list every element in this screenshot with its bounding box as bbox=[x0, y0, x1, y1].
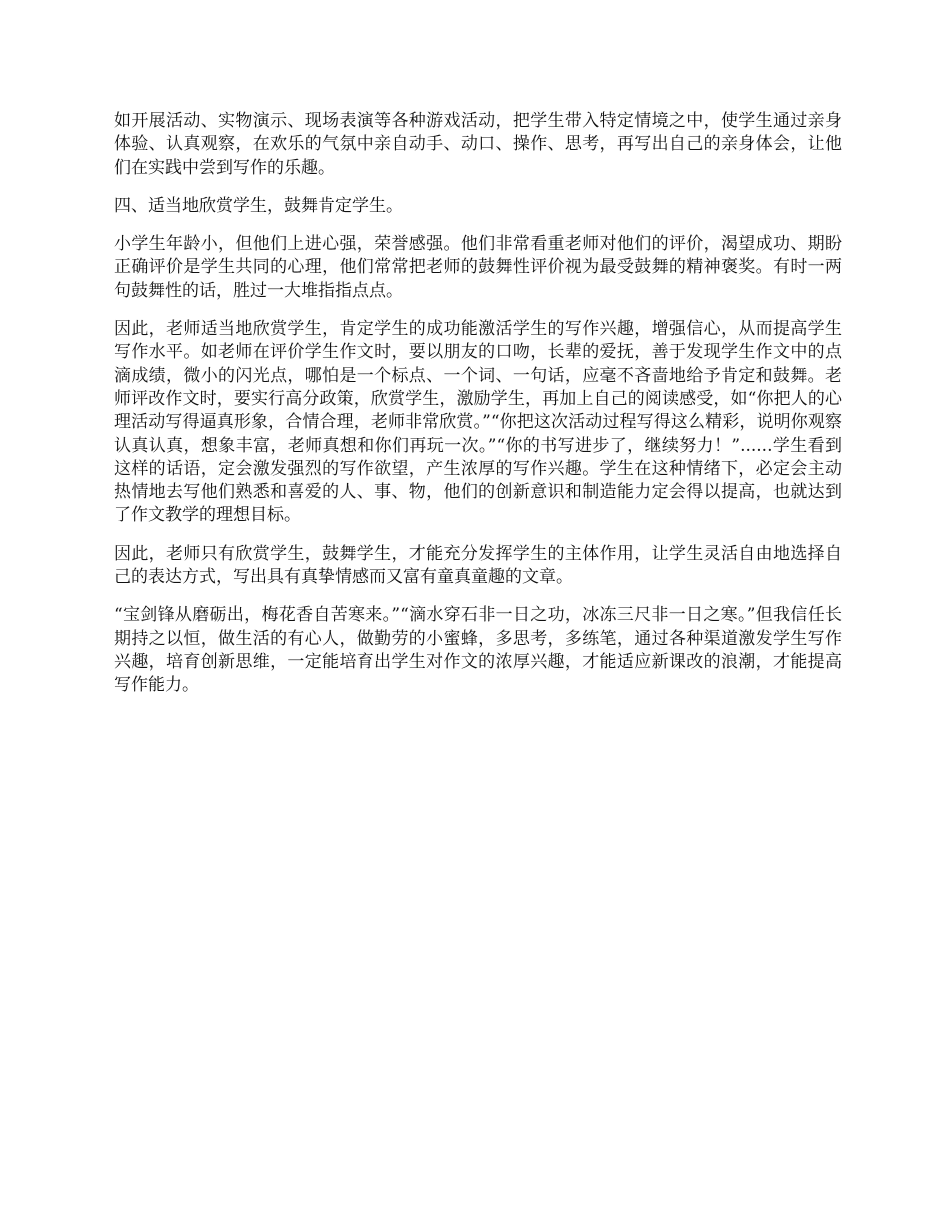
paragraph-closing-quote: “宝剑锋从磨砺出，梅花香自苦寒来。”“滴水穿石非一日之功，冰冻三尺非一日之寒。”但我信任长期持之以恒，做生活的有心人，做勤劳的小蜜蜂，多思考，多练笔，通过各种渠道激发学生写作兴趣，培育创新思维，一定能培育出学生对作文的浓厚兴趣，才能适应新课改的浪潮，才能提高写作能力。 bbox=[114, 605, 842, 696]
paragraph-student-psychology: 小学生年龄小，但他们上进心强，荣誉感强。他们非常看重老师对他们的评价，渴望成功、期盼正确评价是学生共同的心理，他们常常把老师的鼓舞性评价视为最受鼓舞的精神褒奖。有时一两句鼓舞性的话，胜过一大堆指指点点。 bbox=[114, 234, 842, 301]
paragraph-teacher-appreciation: 因此，老师适当地欣赏学生，肯定学生的成功能激活学生的写作兴趣，增强信心，从而提高学生写作水平。如老师在评价学生作文时，要以朋友的口吻，长辈的爱抚，善于发现学生作文中的点滴成绩，微小的闪光点，哪怕是一个标点、一个词、一句话，应毫不吝啬地给予肯定和鼓舞。老师评改作文时，要实行高分政策，欣赏学生，激励学生，再加上自己的阅读感受，如“你把人的心理活动写得逼真形象，合情合理，老师非常欣赏。”“你把这次活动过程写得这么精彩，说明你观察认真认真，想象丰富，老师真想和你们再玩一次。”“你的书写进步了，继续努力！”......学生看到这样的话语，定会激发强烈的写作欲望，产生浓厚的写作兴趣。学生在这种情绪下，必定会主动热情地去写他们熟悉和喜爱的人、事、物，他们的创新意识和制造能力定会得以提高，也就达到了作文教学的理想目标。 bbox=[114, 319, 842, 526]
paragraph-conclusion: 因此，老师只有欣赏学生，鼓舞学生，才能充分发挥学生的主体作用，让学生灵活自由地选择自己的表达方式，写出具有真挚情感而又富有童真童趣的文章。 bbox=[114, 543, 842, 588]
section-heading-four: 四、适当地欣赏学生，鼓舞肯定学生。 bbox=[114, 195, 403, 216]
paragraph-activities: 如开展活动、实物演示、现场表演等各种游戏活动，把学生带入特定情境之中，使学生通过亲身体验、认真观察，在欢乐的气氛中亲自动手、动口、操作、思考，再写出自己的亲身体会，让他们在实践中尝到写作的乐趣。 bbox=[114, 111, 842, 178]
document-page bbox=[114, 110, 842, 713]
